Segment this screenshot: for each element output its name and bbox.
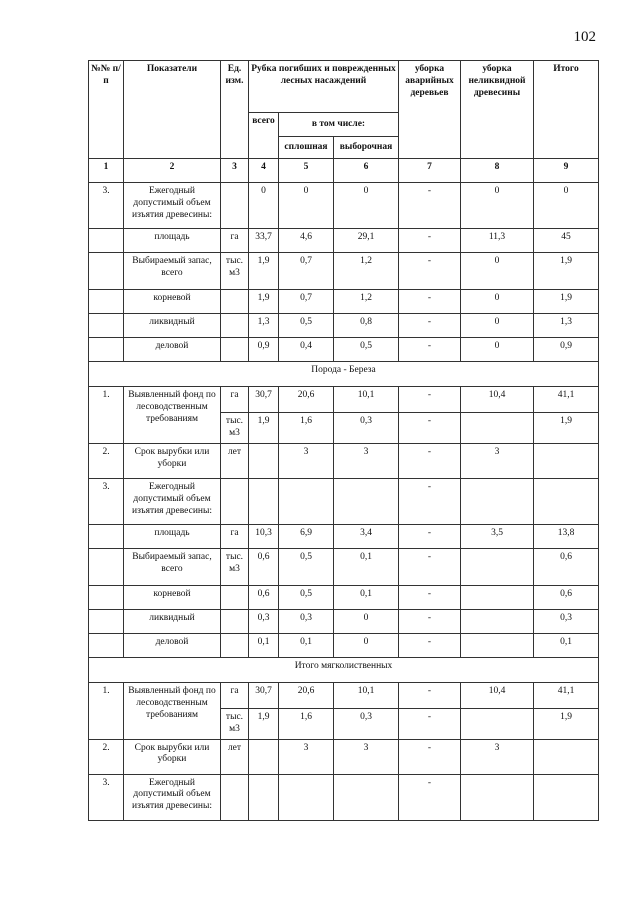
table-cell: корневой [124, 585, 221, 609]
table-cell: Срок вырубки или уборки [124, 443, 221, 478]
table-cell: Выбираемый запас, всего [124, 548, 221, 585]
table-cell: 0 [461, 314, 534, 338]
table-cell: 3 [334, 443, 399, 478]
table-cell: 20,6 [279, 387, 334, 413]
table-cell [89, 253, 124, 290]
header-emergency: уборка аварийных деревьев [399, 61, 461, 159]
table-cell: 2. [89, 443, 124, 478]
table-cell: лет [221, 443, 249, 478]
table-cell: 0,1 [249, 633, 279, 657]
table-cell: тыс. м3 [221, 253, 249, 290]
table-cell [334, 478, 399, 524]
table-cell: 0,6 [249, 585, 279, 609]
header-itogo: Итого [534, 61, 599, 159]
header-solid: сплошная [279, 137, 334, 159]
table-cell: 1,9 [534, 290, 599, 314]
header-illiquid: уборка неликвидной древесины [461, 61, 534, 159]
table-cell: тыс. м3 [221, 708, 249, 739]
table-row [89, 609, 599, 633]
table-cell: 0 [249, 183, 279, 229]
table-cell: - [399, 774, 461, 820]
table-cell [461, 413, 534, 444]
table-cell: 13,8 [534, 524, 599, 548]
table-cell: корневой [124, 290, 221, 314]
table-cell [221, 585, 249, 609]
table-cell: площадь [124, 229, 221, 253]
table-cell: ликвидный [124, 609, 221, 633]
table-cell: 0,8 [334, 314, 399, 338]
table-cell: 0,5 [279, 548, 334, 585]
table-cell: 1,9 [534, 708, 599, 739]
table-cell [534, 774, 599, 820]
table-cell: 45 [534, 229, 599, 253]
table-cell [89, 633, 124, 657]
table-cell: 10,3 [249, 524, 279, 548]
table-cell: 0,5 [279, 585, 334, 609]
table-cell: 0,5 [334, 338, 399, 362]
table-cell: 3. [89, 183, 124, 229]
table-cell [249, 739, 279, 774]
table-cell: лет [221, 739, 249, 774]
table-cell: Ежегодный допустимый объем изъятия древесины: [124, 478, 221, 524]
table-cell [279, 478, 334, 524]
table-row [89, 229, 599, 253]
table-cell: Выявленный фонд по лесоводственным требованиям [124, 387, 221, 444]
table-cell: 3 [279, 739, 334, 774]
table-cell: 2. [89, 739, 124, 774]
table-cell: га [221, 229, 249, 253]
table-cell: 6,9 [279, 524, 334, 548]
table-cell [534, 739, 599, 774]
table-cell: 33,7 [249, 229, 279, 253]
table-cell: 3. [89, 774, 124, 820]
section-row [89, 362, 599, 387]
column-number: 7 [399, 159, 461, 183]
table-cell: - [399, 229, 461, 253]
table-cell: 10,4 [461, 682, 534, 708]
table-cell: 3 [279, 443, 334, 478]
table-cell: 0,1 [534, 633, 599, 657]
header-unit: Ед. изм. [221, 61, 249, 159]
table-cell [89, 524, 124, 548]
table-cell: 0,9 [534, 338, 599, 362]
table-cell: - [399, 413, 461, 444]
table-cell: 1,9 [534, 413, 599, 444]
table-cell: 3 [461, 739, 534, 774]
table-cell [461, 609, 534, 633]
table-cell: тыс. м3 [221, 413, 249, 444]
table-cell: 1,9 [249, 253, 279, 290]
table-cell: 3,4 [334, 524, 399, 548]
table-cell: 11,3 [461, 229, 534, 253]
table-cell: 3,5 [461, 524, 534, 548]
table-cell: 0,4 [279, 338, 334, 362]
table-cell: тыс. м3 [221, 548, 249, 585]
table-cell [89, 229, 124, 253]
table-cell: 0,7 [279, 290, 334, 314]
table-cell: деловой [124, 338, 221, 362]
table-cell [89, 314, 124, 338]
table-cell: Выявленный фонд по лесоводственным требованиям [124, 682, 221, 739]
section-row [89, 657, 599, 682]
table-cell: ликвидный [124, 314, 221, 338]
table-cell [221, 609, 249, 633]
table-cell: - [399, 253, 461, 290]
table-cell: - [399, 290, 461, 314]
table-cell: 3 [334, 739, 399, 774]
table-cell: 0 [461, 290, 534, 314]
table-cell: 0,3 [334, 708, 399, 739]
table-cell [89, 290, 124, 314]
column-number-row [89, 159, 599, 183]
table-row [89, 253, 599, 290]
table-row [89, 682, 599, 708]
header-indicators: Показатели [124, 61, 221, 159]
table-cell: га [221, 682, 249, 708]
table-cell: - [399, 633, 461, 657]
table-cell: 0,3 [279, 609, 334, 633]
table-cell: - [399, 682, 461, 708]
table-cell: 1,9 [534, 253, 599, 290]
table-cell: 30,7 [249, 387, 279, 413]
table-row [89, 443, 599, 478]
section-title: Порода - Береза [89, 362, 599, 387]
table-cell: 0 [534, 183, 599, 229]
table-cell: Ежегодный допустимый объем изъятия древесины: [124, 183, 221, 229]
table-cell: 1,9 [249, 413, 279, 444]
table-cell: - [399, 585, 461, 609]
table-cell: 29,1 [334, 229, 399, 253]
table-cell: - [399, 708, 461, 739]
table-cell [461, 478, 534, 524]
table-cell: га [221, 387, 249, 413]
table-cell [249, 443, 279, 478]
table-cell: 1,9 [249, 290, 279, 314]
table-row [89, 290, 599, 314]
column-number: 5 [279, 159, 334, 183]
table-cell: 4,6 [279, 229, 334, 253]
forest-felling-table [88, 60, 599, 821]
table-cell: - [399, 314, 461, 338]
table-cell: 0,1 [334, 585, 399, 609]
table-cell: 3 [461, 443, 534, 478]
table-row [89, 548, 599, 585]
table-cell: 41,1 [534, 682, 599, 708]
table-row [89, 338, 599, 362]
table-cell [461, 774, 534, 820]
table-row [89, 183, 599, 229]
table-cell: 30,7 [249, 682, 279, 708]
table-cell [461, 708, 534, 739]
table-cell [461, 585, 534, 609]
table-cell [221, 183, 249, 229]
table-cell: - [399, 524, 461, 548]
table-cell: - [399, 183, 461, 229]
table-cell: 0 [334, 183, 399, 229]
table-cell: 1,2 [334, 253, 399, 290]
table-cell: 0,6 [534, 548, 599, 585]
table-cell: 0,3 [334, 413, 399, 444]
table-cell [221, 290, 249, 314]
table-cell: 0,6 [534, 585, 599, 609]
column-number: 3 [221, 159, 249, 183]
table-cell: площадь [124, 524, 221, 548]
table-cell: 41,1 [534, 387, 599, 413]
table-row [89, 739, 599, 774]
table-cell: 10,4 [461, 387, 534, 413]
table-cell [279, 774, 334, 820]
table-cell: 0 [461, 183, 534, 229]
header-total-col: всего [249, 113, 279, 159]
column-number: 4 [249, 159, 279, 183]
table-cell: Ежегодный допустимый объем изъятия древесины: [124, 774, 221, 820]
table-cell: 0,6 [249, 548, 279, 585]
table-row [89, 585, 599, 609]
table-cell: 0 [334, 609, 399, 633]
table-cell: 0 [461, 253, 534, 290]
table-cell [221, 633, 249, 657]
table-cell: 0,5 [279, 314, 334, 338]
table-cell: 1. [89, 387, 124, 444]
table-cell: 1,3 [534, 314, 599, 338]
table-cell: 1,6 [279, 413, 334, 444]
table-cell: 1,6 [279, 708, 334, 739]
table-cell: 0,7 [279, 253, 334, 290]
header-felling: Рубка погибших и поврежденных лесных насаждений [249, 61, 399, 113]
table-cell: Срок вырубки или уборки [124, 739, 221, 774]
column-number: 1 [89, 159, 124, 183]
table-cell: - [399, 609, 461, 633]
table-cell: - [399, 443, 461, 478]
header-num: №№ п/п [89, 61, 124, 159]
table-row [89, 633, 599, 657]
table-cell [89, 585, 124, 609]
table-cell [249, 478, 279, 524]
table-cell: - [399, 387, 461, 413]
table-cell [221, 478, 249, 524]
table-row [89, 524, 599, 548]
table-cell: - [399, 478, 461, 524]
table-cell [89, 338, 124, 362]
table-row [89, 387, 599, 413]
table-cell: 0,3 [534, 609, 599, 633]
table-cell: 0,3 [249, 609, 279, 633]
table-cell: 3. [89, 478, 124, 524]
table-cell: - [399, 338, 461, 362]
column-number: 6 [334, 159, 399, 183]
header-selective: выборочная [334, 137, 399, 159]
table-cell: 0 [461, 338, 534, 362]
table-cell: га [221, 524, 249, 548]
table-cell [334, 774, 399, 820]
table-cell [249, 774, 279, 820]
table-cell: 0 [334, 633, 399, 657]
table-cell: 10,1 [334, 682, 399, 708]
column-number: 8 [461, 159, 534, 183]
table-cell: 1,3 [249, 314, 279, 338]
table-cell: - [399, 739, 461, 774]
table-row [89, 314, 599, 338]
table-row [89, 774, 599, 820]
table-cell: 1,9 [249, 708, 279, 739]
table-cell: 1. [89, 682, 124, 739]
table-row [89, 478, 599, 524]
column-number: 2 [124, 159, 221, 183]
table-cell [221, 774, 249, 820]
table-cell: 0,1 [279, 633, 334, 657]
table-cell: деловой [124, 633, 221, 657]
table-cell [89, 609, 124, 633]
table-cell: Выбираемый запас, всего [124, 253, 221, 290]
header-including: в том числе: [279, 113, 399, 137]
table-cell [89, 548, 124, 585]
table-cell [461, 548, 534, 585]
table-cell [534, 443, 599, 478]
section-title: Итого мягколиственных [89, 657, 599, 682]
column-number: 9 [534, 159, 599, 183]
table-cell: 10,1 [334, 387, 399, 413]
table-cell: 20,6 [279, 682, 334, 708]
table-cell [534, 478, 599, 524]
table-cell [461, 633, 534, 657]
table-cell: 0 [279, 183, 334, 229]
table-cell [221, 338, 249, 362]
page-number: 102 [573, 29, 596, 45]
table-cell: 0,1 [334, 548, 399, 585]
table-cell: 1,2 [334, 290, 399, 314]
table-cell [221, 314, 249, 338]
table-cell: - [399, 548, 461, 585]
table-cell: 0,9 [249, 338, 279, 362]
